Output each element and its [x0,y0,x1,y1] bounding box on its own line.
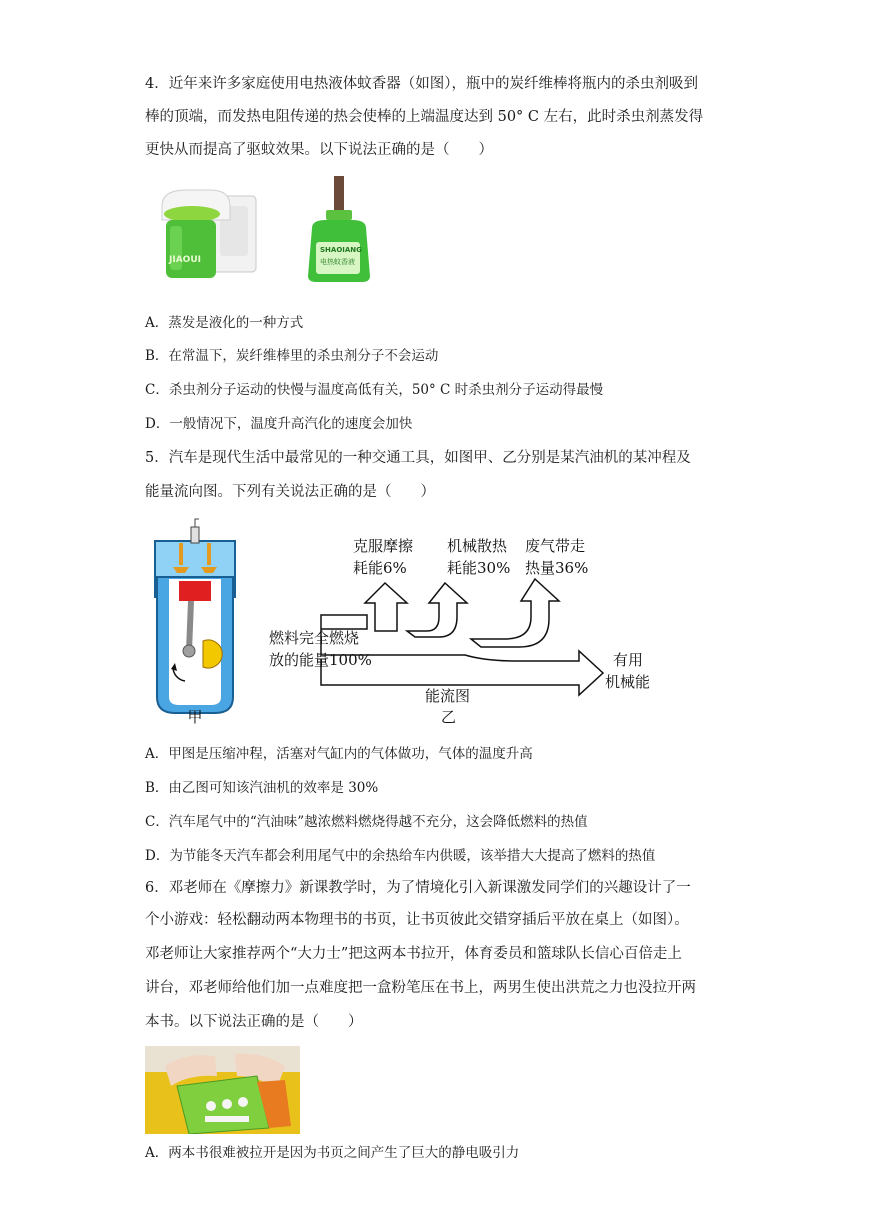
engine-stroke-diagram [155,519,235,713]
q5-stem-line-1: 5．汽车是现代生活中最常见的一种交通工具，如图甲、乙分别是某汽油机的某冲程及 [145,450,691,466]
engine-energy-flow-figure [145,517,661,727]
flow-diagram-title: 能流图 [425,687,471,705]
q4-stem-line-2: 棒的顶端，而发热电阻传递的热会使棒的上端温度达到 50° C 左右，此时杀虫剂蒸发得 [145,109,704,125]
loss2-line1: 机械散热 [447,537,508,555]
q6-stem-line-3: 邓老师让大家推荐两个“大力士”把这两本书拉开，体育委员和篮球队长信心百倍走上 [145,946,682,962]
q5-option-b: B．由乙图可知该汽油机的效率是 30% [145,780,379,796]
q4-stem-line-3: 更快从而提高了驱蚊效果。以下说法正确的是（ ） [145,142,493,158]
loss3-line1: 废气带走 [525,537,586,555]
device-product-label: 电热蚊香液 [320,258,355,266]
q5-option-d: D．为节能冬天汽车都会利用尾气中的余热给车内供暖，该举措大大提高了燃料的热值 [145,848,656,864]
device-brand-right: SHAOIANG [320,246,362,254]
q6-stem-line-1: 6．邓老师在《摩擦力》新课教学时，为了情境化引入新课激发同学们的兴趣设计了一 [145,880,691,896]
q6-option-a: A．两本书很难被拉开是因为书页之间产生了巨大的静电吸引力 [145,1145,520,1161]
q4-stem-line-1: 4．近年来许多家庭使用电热液体蚊香器（如图），瓶中的炭纤维棒将瓶内的杀虫剂吸到 [145,76,698,92]
q4-option-b: B．在常温下，炭纤维棒里的杀虫剂分子不会运动 [145,348,439,364]
q6-stem-line-4: 讲台，邓老师给他们加一点难度把一盒粉笔压在书上，两男生使出洪荒之力也没拉开两 [145,980,696,996]
mosquito-repellent-figure [150,176,380,284]
energy-flow-diagram [321,579,603,695]
label-jia: 甲 [187,708,203,726]
output-line2: 机械能 [605,673,651,691]
input-line2: 放的能量100% [269,651,372,669]
loss1-line2: 耗能6% [353,559,407,577]
piston [179,581,211,601]
q5-option-c: C．汽车尾气中的“汽油味”越浓燃料燃烧得越不充分，这会降低燃料的热值 [145,814,588,830]
interleaved-books-photo [145,1046,300,1134]
loss2-line2: 耗能30% [447,559,511,577]
refill-bottle-illustration [308,176,370,282]
device-brand-left: JIAOUI [169,255,201,265]
q5-option-a: A．甲图是压缩冲程，活塞对气缸内的气体做功，气体的温度升高 [145,746,533,762]
plug-in-heater-illustration [162,190,256,278]
output-line1: 有用 [613,651,644,669]
input-line1: 燃料完全燃烧 [269,629,360,647]
q6-stem-line-2: 个小游戏：轻松翻动两本物理书的书页，让书页彼此交错穿插后平放在桌上（如图）。 [145,912,689,928]
q5-stem-line-2: 能量流向图。下列有关说法正确的是（ ） [145,484,435,500]
label-yi: 乙 [441,708,457,726]
q4-option-d: D．一般情况下，温度升高汽化的速度会加快 [145,416,413,432]
loss1-line1: 克服摩擦 [353,537,414,555]
loss3-line2: 热量36% [525,559,589,577]
q4-option-c: C．杀虫剂分子运动的快慢与温度高低有关，50° C 时杀虫剂分子运动得最慢 [145,382,604,398]
q6-stem-line-5: 本书。以下说法正确的是（ ） [145,1014,363,1030]
q4-option-a: A．蒸发是液化的一种方式 [145,315,304,331]
